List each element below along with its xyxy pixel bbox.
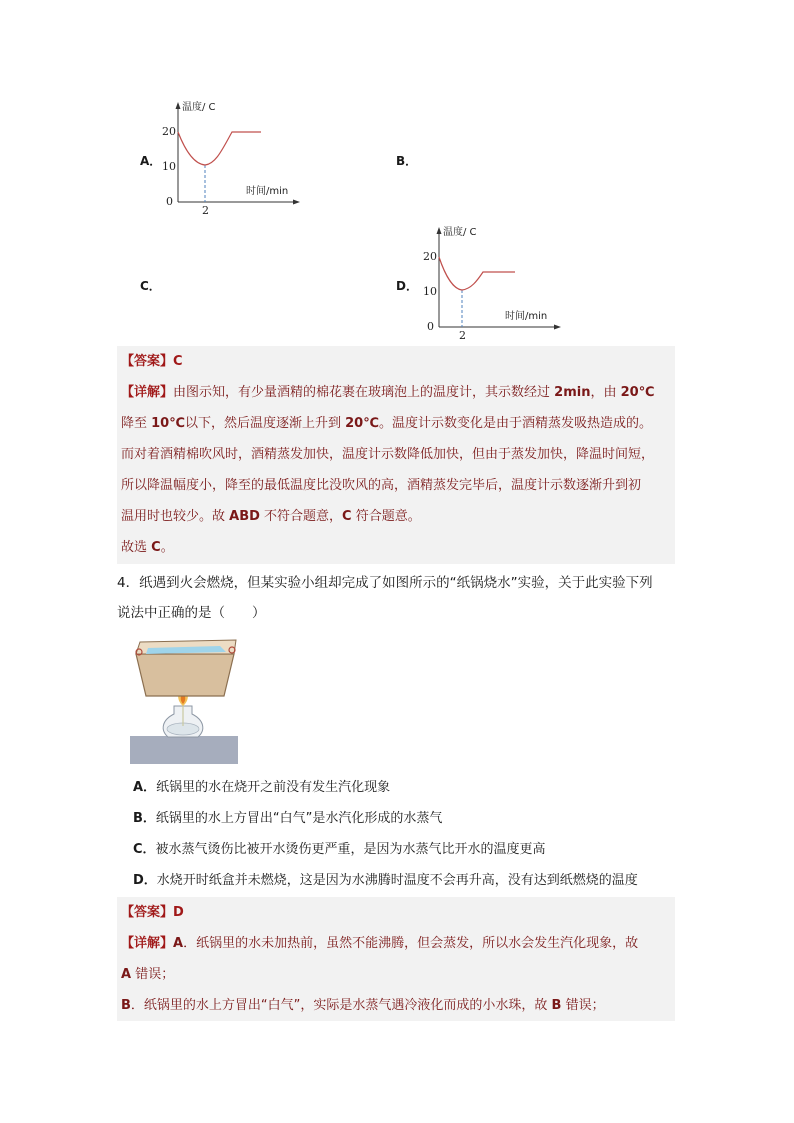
detail-text: 。温度计示数变化是由于酒精蒸发吸热造成的。: [378, 416, 652, 431]
graph-option-d: [421, 223, 561, 342]
graph-d-x-arrow: [554, 325, 561, 330]
graph-d-y-arrow: [437, 227, 442, 234]
detail-value: 10℃: [151, 416, 185, 431]
choice-a-text: 纸锅里的水在烧开之前没有发生汽化现象: [156, 780, 391, 795]
table-surface: [130, 736, 238, 764]
graph-d-curve: [439, 257, 515, 290]
question-4-line-1: 4．纸遇到火会燃烧，但某实验小组却完成了如图所示的“纸锅烧水”实验，关于此实验下列: [117, 575, 653, 591]
answer-q4-answer-line: [121, 897, 671, 928]
answer-q3-detail-line-5: [121, 501, 671, 532]
graph-d-ytick-10: 10: [423, 285, 437, 298]
option-a-label: A．: [140, 154, 162, 168]
choice-b-text: 纸锅里的水上方冒出“白气”是水汽化形成的水蒸气: [155, 811, 443, 826]
choice-b[interactable]: [133, 809, 442, 829]
answer-q3-conclusion: [121, 532, 671, 563]
graph-a-xtick: 2: [202, 204, 209, 217]
graph-d-xtick: 2: [459, 329, 466, 342]
answer-q3-detail-line-1: [121, 377, 671, 408]
paper-pot-svg: [130, 632, 238, 764]
answer-block-q3: [117, 346, 675, 564]
answer-q3-detail-line-2: [121, 408, 671, 439]
choice-c-label: C．: [133, 842, 156, 857]
choice-d[interactable]: [133, 871, 638, 891]
detail-text: ，由: [590, 385, 621, 400]
graph-d-ylabel: 温度/ C: [443, 227, 477, 238]
detail-label: 【详解】: [121, 385, 174, 400]
detail-text: 降至: [121, 416, 152, 431]
detail-value: ABD: [229, 509, 260, 524]
choice-d-label: D．: [133, 873, 157, 888]
answer-q4-detail-line-1: [121, 928, 671, 959]
option-d-label: D．: [396, 279, 418, 293]
answer-value: C: [173, 354, 183, 369]
detail-value: 20℃: [620, 385, 655, 400]
detail-value: B: [121, 998, 131, 1013]
question-4-line-2: 说法中正确的是（ ）: [117, 605, 266, 621]
answer-q3-answer-line: [121, 346, 671, 377]
detail-text: 错误；: [561, 998, 605, 1013]
detail-text: 符合题意。: [351, 509, 421, 524]
detail-label: 【详解】: [121, 936, 174, 951]
graph-a-x-arrow: [293, 200, 300, 205]
answer-q3-detail-line-3: 而对着酒精棉吹风时，酒精蒸发加快，温度计示数降低加快，但由于蒸发加快，降温时间短，: [121, 447, 655, 462]
answer-block-q4: [117, 897, 675, 1021]
answer-label: 【答案】: [121, 905, 174, 920]
graph-a-ytick-10: 10: [162, 160, 176, 173]
choice-a-label: A．: [133, 780, 157, 795]
detail-text: 由图示知，有少量酒精的棉花裹在玻璃泡上的温度计，其示数经过: [173, 385, 555, 400]
option-c-label: C．: [140, 279, 161, 293]
detail-value: A: [173, 936, 184, 951]
graph-a-xlabel: 时间/min: [246, 186, 289, 197]
graph-a-ytick-20: 20: [162, 125, 176, 138]
detail-value: 2min: [554, 385, 591, 400]
graph-a-curve: [178, 132, 261, 165]
detail-text: 温用时也较少。故: [121, 509, 230, 524]
detail-value: C: [151, 540, 161, 555]
answer-q4-detail-line-3: [121, 990, 671, 1021]
answer-q3-detail-line-4: 所以降温幅度小，降至的最低温度比没吹风的高，酒精蒸发完毕后，温度计示数逐渐升到初: [121, 478, 642, 493]
graph-d-svg: [421, 223, 561, 342]
detail-text: ．纸锅里的水未加热前，虽然不能沸腾，但会蒸发，所以水会发生汽化现象，故: [183, 936, 639, 951]
graph-d-ytick-20: 20: [423, 250, 437, 263]
paper-pot-illustration: [130, 632, 238, 768]
detail-text: 以下，然后温度逐渐上升到: [184, 416, 346, 431]
detail-value: A: [121, 967, 132, 982]
choice-a[interactable]: [133, 778, 390, 798]
detail-value: C: [342, 509, 352, 524]
answer-value: D: [173, 905, 184, 920]
graph-option-a: [160, 98, 300, 217]
graph-a-ytick-0: 0: [166, 195, 173, 208]
graph-a-y-arrow: [176, 102, 181, 109]
choice-d-text: 水烧开时纸盒并未燃烧，这是因为水沸腾时温度不会再升高，没有达到纸燃烧的温度: [156, 873, 638, 888]
graph-a-ylabel: 温度/ C: [182, 102, 216, 113]
detail-value: B: [551, 998, 562, 1013]
detail-value: 20℃: [345, 416, 379, 431]
choice-b-label: B．: [133, 811, 156, 826]
detail-text: 故选: [121, 540, 152, 555]
detail-text: 。: [160, 540, 174, 555]
answer-label: 【答案】: [121, 354, 174, 369]
detail-text: 错误；: [131, 967, 175, 982]
graph-a-svg: [160, 98, 300, 217]
choice-c-text: 被水蒸气烫伤比被开水烫伤更严重，是因为水蒸气比开水的温度更高: [155, 842, 546, 857]
option-b-label: B．: [396, 154, 418, 168]
choice-c[interactable]: [133, 840, 546, 860]
graph-d-xlabel: 时间/min: [505, 311, 548, 322]
answer-q4-detail-line-2: [121, 959, 671, 990]
detail-text: 不符合题意，: [259, 509, 343, 524]
paper-pot-front: [136, 654, 234, 696]
detail-text: ．纸锅里的水上方冒出“白气”，实际是水蒸气遇冷液化而成的小水珠，故: [130, 998, 552, 1013]
graph-d-ytick-0: 0: [427, 320, 434, 333]
